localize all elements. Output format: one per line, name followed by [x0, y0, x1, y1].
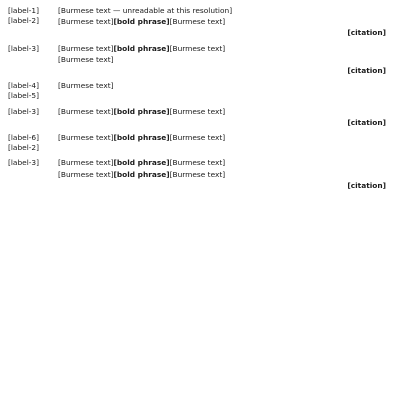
body-paragraph [58, 158, 386, 168]
entry-content [58, 44, 386, 77]
body-text: [Burmese text] [169, 169, 226, 179]
entry-label [8, 158, 58, 191]
entry-content [58, 133, 386, 153]
source-citation: [citation] [347, 66, 386, 76]
entry-label [8, 81, 58, 101]
entry [8, 6, 386, 39]
body-text: [Burmese text] [169, 133, 226, 143]
emphasis-text: [bold phrase] [113, 43, 170, 53]
entry-label [8, 107, 58, 128]
body-paragraph [58, 107, 386, 117]
speaker-label: [label-1] [8, 6, 40, 15]
speaker-label: [label-3] [8, 43, 40, 53]
entry-content [58, 6, 386, 39]
source-citation: [citation] [347, 180, 386, 190]
emphasis-text: [bold phrase] [113, 133, 170, 143]
entry-label [8, 133, 58, 153]
body-text: [Burmese text] [169, 158, 226, 168]
entry-content [58, 107, 386, 128]
body-text: [Burmese text] [58, 43, 114, 53]
section-marker: [label-5] [8, 91, 40, 101]
speaker-label: [label-6] [8, 133, 40, 143]
body-paragraph [58, 17, 386, 27]
section-marker: [label-2] [8, 143, 40, 153]
body-paragraph [58, 170, 386, 180]
body-text: [Burmese text] [169, 43, 226, 53]
emphasis-text: [bold phrase] [113, 158, 170, 168]
speaker-label: [label-3] [8, 106, 40, 116]
entry [8, 81, 386, 101]
document-page [0, 0, 400, 191]
entry-label [8, 6, 58, 39]
body-paragraph [58, 55, 386, 65]
body-paragraph [58, 44, 386, 54]
body-paragraph [58, 133, 386, 143]
body-text: [Burmese text] [58, 158, 114, 168]
entry [8, 107, 386, 128]
emphasis-text: [bold phrase] [113, 169, 170, 179]
speaker-label: [label-4] [8, 81, 40, 91]
emphasis-text: [bold phrase] [113, 106, 170, 116]
entry [8, 133, 386, 153]
speaker-label: [label-3] [8, 158, 40, 168]
source-citation: [citation] [347, 117, 386, 127]
body-paragraph [58, 6, 386, 16]
body-text: [Burmese text] [169, 106, 226, 116]
body-text: [Burmese text — unreadable at this resolution] [58, 6, 233, 15]
body-paragraph [58, 81, 386, 91]
entry [8, 158, 386, 191]
entry [8, 44, 386, 77]
entry-content [58, 81, 386, 101]
body-text: [Burmese text] [58, 133, 114, 143]
body-text: [Burmese text] [58, 81, 114, 91]
entry-content [58, 158, 386, 191]
source-citation: [citation] [347, 28, 386, 38]
section-marker: [label-2] [8, 16, 40, 26]
emphasis-text: [bold phrase] [113, 17, 170, 27]
body-text: [Burmese text] [58, 169, 114, 179]
body-text: [Burmese text] [58, 106, 114, 116]
body-text: [Burmese text] [169, 17, 226, 27]
body-text: [Burmese text] [58, 54, 114, 64]
entry-label [8, 44, 58, 77]
body-text: [Burmese text] [58, 17, 114, 27]
